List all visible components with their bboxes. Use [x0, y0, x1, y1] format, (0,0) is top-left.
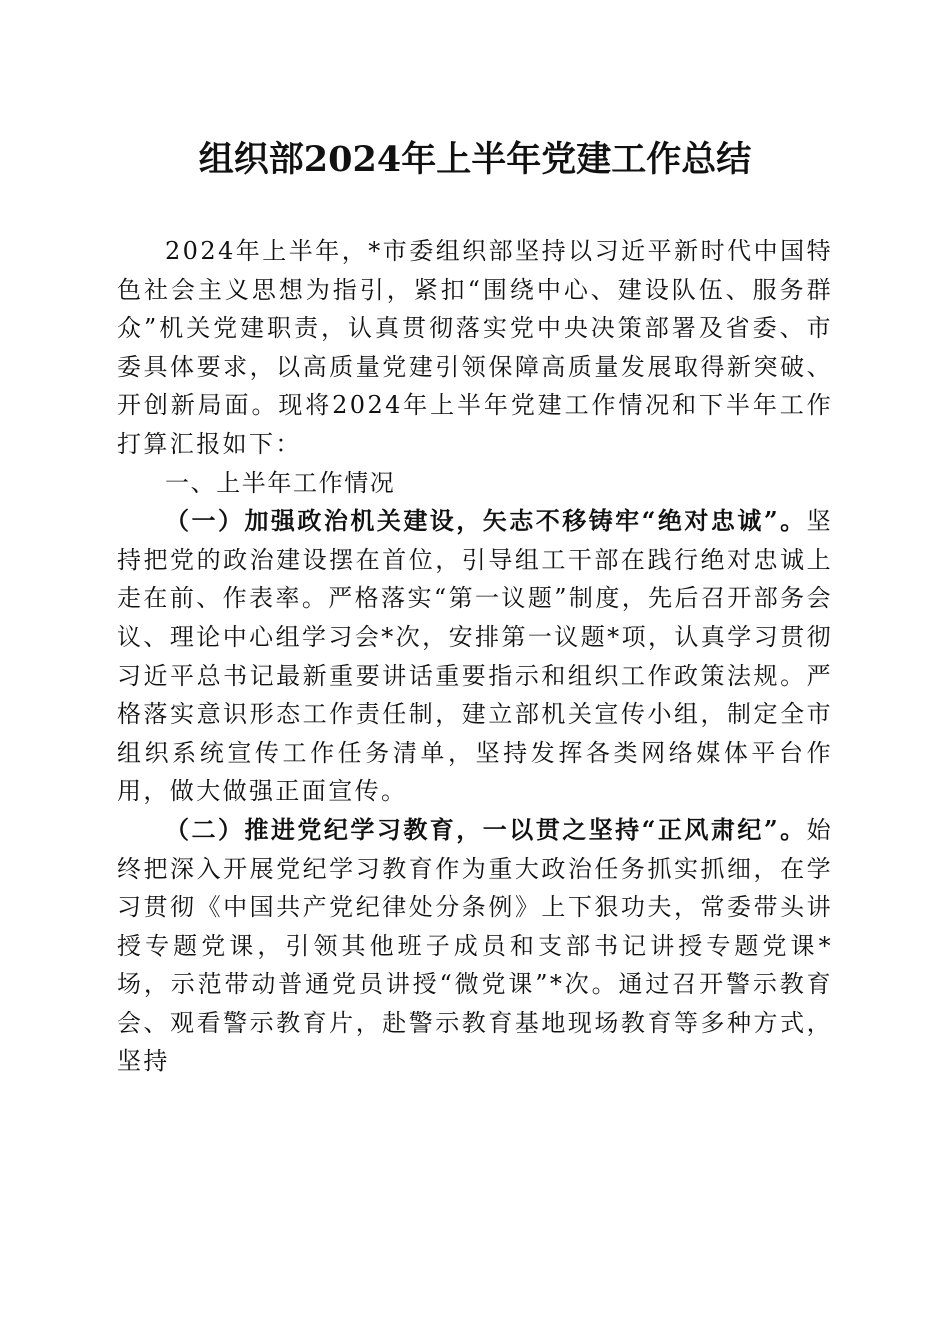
- document-title: 组织部2024年上半年党建工作总结: [198, 139, 752, 180]
- intro-paragraph: 2024年上半年，*市委组织部坚持以习近平新时代中国特色社会主义思想为指引，紧扣“围绕中心、建设队伍、服务群众”机关党建职责，认真贯彻落实党中央决策部署及省委、市委具体要求，以高质量党建引领保障高质量发展取得新突破、开创新局面。现将2024年上半年党建工作情况和下半年工作打算汇报如下：: [117, 237, 833, 458]
- document-body: [117, 232, 833, 1081]
- subsection-2: [117, 811, 833, 1081]
- subsection-2-body: 始终把深入开展党纪学习教育作为重大政治任务抓实抓细，在学习贯彻《中国共产党纪律处分条例》上下狠功夫，常委带头讲授专题党课，引领其他班子成员和支部书记讲授专题党课*场，示范带动普通党员讲授“微党课”*次。通过召开警示教育会、观看警示教育片，赴警示教育基地现场教育等多种方式，坚持: [117, 815, 833, 1076]
- subsection-1-body: 坚持把党的政治建设摆在首位，引导组工干部在践行绝对忠诚上走在前、作表率。严格落实“第一议题”制度，先后召开部务会议、理论中心组学习会*次，安排第一议题*项，认真学习贯彻习近平总书记最新重要讲话重要指示和组织工作政策法规。严格落实意识形态工作责任制，建立部机关宣传小组，制定全市组织系统宣传工作任务清单，坚持发挥各类网络媒体平台作用，做大做强正面宣传。: [117, 507, 833, 806]
- section-heading: 一、上半年工作情况: [165, 468, 396, 497]
- subsection-1: [117, 502, 833, 811]
- subsection-2-heading: （二）推进党纪学习教育，一以贯之坚持“正风肃纪”。: [165, 814, 807, 844]
- subsection-1-heading: （一）加强政治机关建设，矢志不移铸牢“绝对忠诚”。: [165, 506, 807, 536]
